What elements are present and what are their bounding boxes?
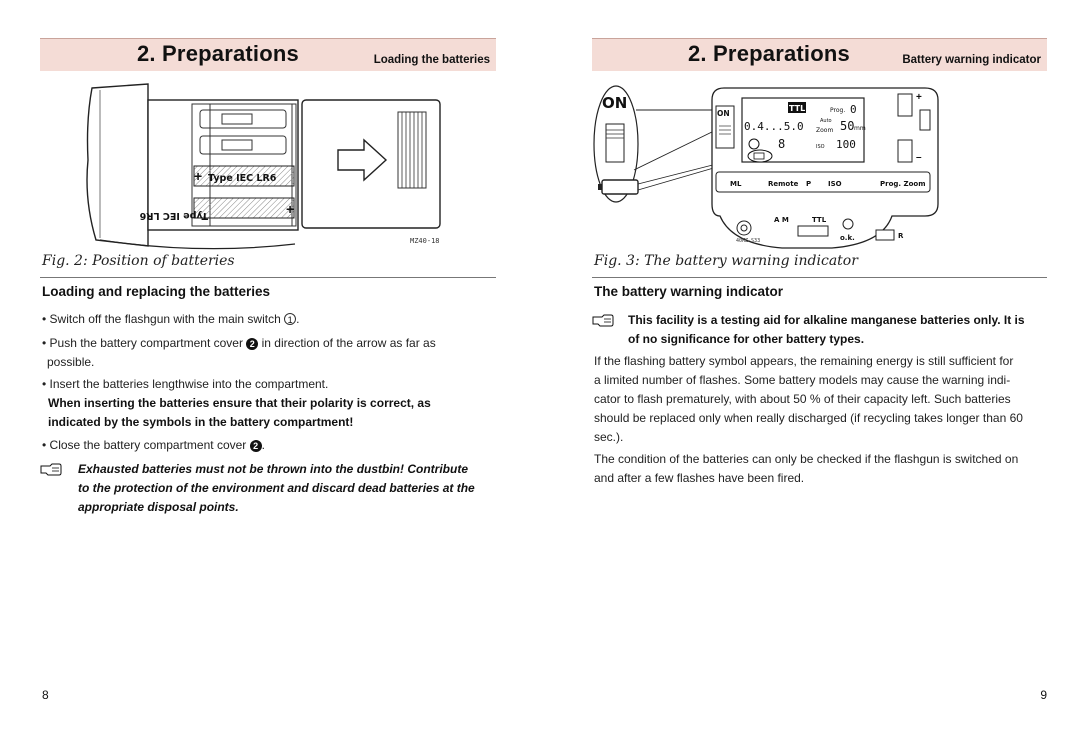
- bullet-2: [42, 334, 496, 372]
- pointing-hand-icon: [40, 462, 62, 476]
- left-page: [40, 0, 496, 741]
- note-line: Exhausted batteries must not be thrown into the dustbin! Contribute: [78, 462, 468, 476]
- bullet-text: • Close the battery compartment cover: [42, 438, 250, 452]
- paragraph-line: sec.).: [594, 430, 624, 444]
- note-line: of no significance for other battery types.: [628, 332, 865, 346]
- warning-line: When inserting the batteries ensure that their polarity is correct, as: [48, 396, 431, 410]
- section-heading: Loading and replacing the batteries: [42, 284, 271, 299]
- bullet-text: • Insert the batteries lengthwise into the compartment.: [42, 377, 329, 391]
- note-line: This facility is a testing aid for alkaline manganese batteries only. It is: [628, 313, 1025, 327]
- battery-compartment-figure: [40, 80, 496, 250]
- mode-ok: o.k.: [840, 234, 855, 242]
- section-header: [592, 38, 1047, 71]
- figure-caption: Fig. 3: The battery warning indicator: [594, 253, 858, 269]
- section-subtitle: Battery warning indicator: [902, 54, 1041, 66]
- button-p: P: [806, 180, 812, 188]
- bullet-text: possible.: [47, 355, 95, 369]
- number-circle-icon: 2: [250, 440, 262, 452]
- minus-label: –: [916, 152, 922, 163]
- figure-code: MZ40-18: [410, 237, 440, 245]
- paragraph-1: [594, 352, 1047, 447]
- bullet-text: in direction of the arrow as far as: [258, 336, 436, 350]
- plus-symbol-bottom: +: [286, 201, 295, 217]
- note-line: appropriate disposal points.: [78, 500, 239, 514]
- lcd-ttl: TTL: [789, 104, 806, 113]
- bullet-text: • Switch off the flashgun with the main switch: [42, 312, 285, 326]
- bullet-4: • Close the battery compartment cover 2 .: [42, 438, 265, 452]
- paragraph-line: should be replaced only when really discharged (if recycling takes longer than 60: [594, 411, 1023, 425]
- button-iso: ISO: [828, 180, 842, 188]
- lcd-auto: Auto: [820, 118, 832, 124]
- battery-type-label-bottom: Type IEC LR6: [139, 210, 208, 221]
- button-prog-zoom: Prog. Zoom: [880, 180, 926, 188]
- figure-code: 40MZ-S33: [736, 238, 761, 244]
- flash-panel-figure: [592, 80, 1047, 250]
- button-remote: Remote: [768, 180, 799, 188]
- number-circle-icon: 1: [284, 313, 296, 325]
- page-number: 8: [42, 688, 49, 702]
- button-ml: ML: [730, 180, 742, 188]
- divider: [592, 277, 1047, 278]
- bullet-text: • Push the battery compartment cover: [42, 336, 247, 350]
- plus-label: +: [916, 92, 922, 103]
- warning-line: indicated by the symbols in the battery compartment!: [48, 415, 354, 429]
- figure-caption: Fig. 2: Position of batteries: [42, 253, 235, 269]
- plus-symbol: +: [194, 168, 203, 184]
- lcd-mm: mm: [854, 125, 866, 132]
- mode-am: A M: [774, 216, 789, 224]
- paragraph-line: and after a few flashes have been fired.: [594, 471, 805, 485]
- mode-r: R: [898, 232, 904, 240]
- on-label-large: ON: [602, 94, 628, 112]
- alkaline-note: [628, 311, 1047, 349]
- battery-type-label-top: Type IEC LR6: [208, 173, 277, 184]
- on-label-small: ON: [717, 109, 730, 118]
- lcd-zoom-value: 50: [840, 119, 855, 133]
- lcd-zoom: Zoom: [816, 127, 834, 134]
- right-page: [592, 0, 1047, 741]
- section-header: [40, 38, 496, 71]
- paragraph-line: cator to flash prematurely, with about 50 % of their capacity left. Such batteries: [594, 392, 1011, 406]
- lcd-prog-value: 0: [850, 103, 857, 116]
- pointing-hand-icon: [592, 313, 614, 327]
- section-heading: The battery warning indicator: [594, 284, 784, 299]
- lcd-prog: Prog.: [830, 107, 846, 114]
- section-title: 2. Preparations: [137, 41, 299, 66]
- paragraph-line: The condition of the batteries can only be checked if the flashgun is switched on: [594, 452, 1019, 466]
- lcd-iso: ISO: [816, 144, 825, 150]
- paragraph-line: a limited number of flashes. Some battery models may cause the warning indi-: [594, 373, 1011, 387]
- lcd-iso-value: 100: [836, 138, 856, 151]
- paragraph-line: If the flashing battery symbol appears, the remaining energy is still sufficient for: [594, 354, 1014, 368]
- divider: [40, 277, 496, 278]
- polarity-warning: [42, 394, 496, 432]
- note-line: to the protection of the environment and discard dead batteries at the: [78, 481, 475, 495]
- disposal-note: [78, 460, 496, 517]
- lcd-range: 0.4...5.0: [744, 120, 804, 133]
- mode-ttl: TTL: [812, 216, 827, 224]
- paragraph-2: [594, 450, 1047, 488]
- bullet-1: • Switch off the flashgun with the main switch 1 .: [42, 312, 300, 326]
- lcd-aperture-value: 8: [778, 137, 786, 151]
- page-number: 9: [1040, 688, 1047, 702]
- bullet-3: [42, 375, 496, 394]
- section-title: 2. Preparations: [688, 41, 850, 66]
- section-subtitle: Loading the batteries: [373, 54, 490, 66]
- number-circle-icon: 2: [246, 338, 258, 350]
